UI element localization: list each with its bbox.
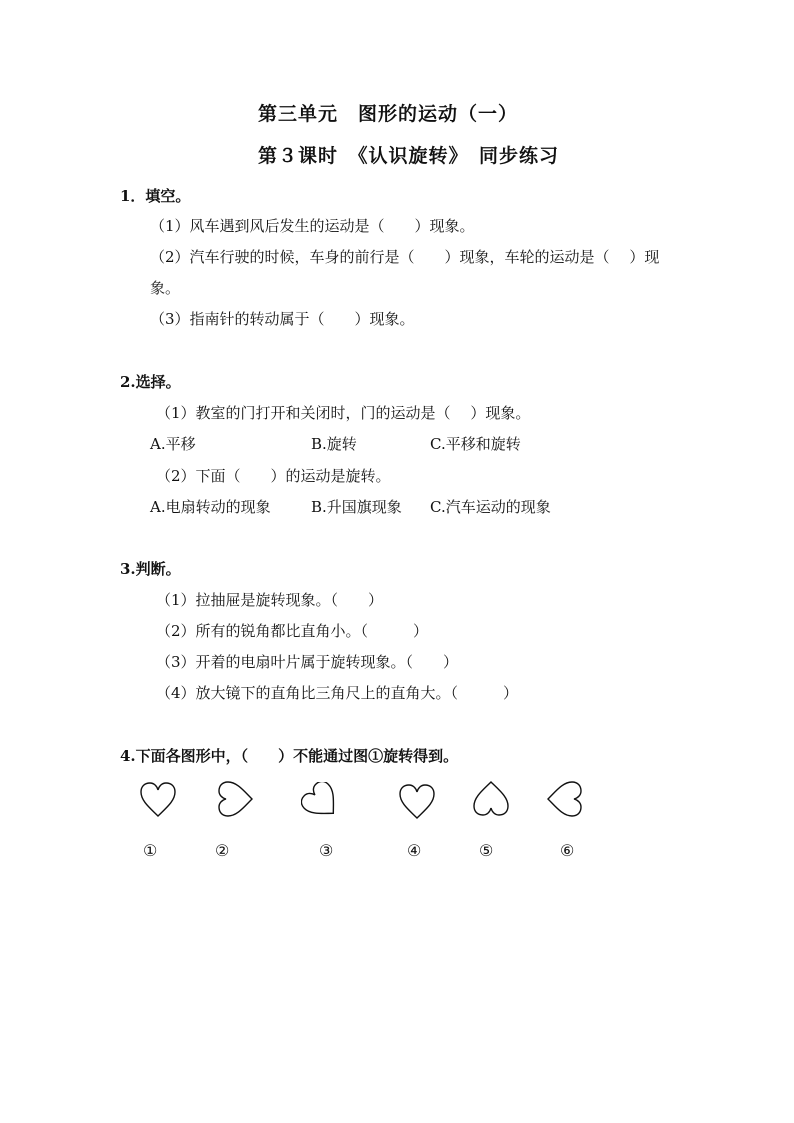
- q3-item-4: （4）放大镜下的直角比三角尺上的直角大。（ ）: [156, 684, 519, 702]
- page-subtitle: 第３课时 《认识旋转》 同步练习: [258, 145, 560, 167]
- q2-heading: 2.选择。: [120, 373, 181, 391]
- heart-icon: [397, 782, 437, 822]
- q3-item-2: （2）所有的锐角都比直角小。（ ）: [156, 622, 429, 640]
- q4-heading: 4.下面各图形中，（ ）不能通过图①旋转得到。: [120, 747, 459, 765]
- heart-icon: [138, 780, 178, 820]
- figure-label-1: ①: [143, 841, 158, 860]
- figure-label-2: ②: [215, 841, 230, 860]
- heart-icon: [301, 782, 343, 822]
- q1-item-3: （3）指南针的转动属于（ ）现象。: [150, 310, 415, 328]
- figure-label-6: ⑥: [560, 841, 575, 860]
- q2-sub2-option-a: A.电扇转动的现象: [150, 498, 271, 516]
- figure-label-4: ④: [407, 841, 422, 860]
- heart-icon: [471, 778, 511, 818]
- figure-label-3: ③: [319, 841, 334, 860]
- page-title: 第三单元 图形的运动（一）: [258, 103, 519, 125]
- figure-label-5: ⑤: [479, 841, 494, 860]
- heart-icon: [215, 779, 257, 819]
- q3-heading: 3.判断。: [120, 560, 181, 578]
- q3-item-1: （1）拉抽屉是旋转现象。（ ）: [156, 591, 384, 609]
- q2-sub2-option-c: C.汽车运动的现象: [430, 498, 551, 516]
- q2-sub1-option-b: B.旋转: [311, 435, 357, 453]
- q2-sub2: （2）下面（ ）的运动是旋转。: [156, 467, 391, 485]
- q2-sub1: （1）教室的门打开和关闭时，门的运动是（ ）现象。: [156, 404, 531, 422]
- q2-sub1-option-a: A.平移: [150, 435, 196, 453]
- q1-item-2: （2）汽车行驶的时候，车身的前行是（ ）现象，车轮的运动是（ ）现: [150, 248, 660, 266]
- q2-sub1-option-c: C.平移和旋转: [430, 435, 521, 453]
- q1-item-2-cont: 象。: [150, 279, 181, 297]
- q2-sub2-option-b: B.升国旗现象: [311, 498, 402, 516]
- heart-icon: [543, 779, 585, 819]
- q1-heading: 1．填空。: [120, 187, 191, 205]
- q3-item-3: （3）开着的电扇叶片属于旋转现象。（ ）: [156, 653, 459, 671]
- q1-item-1: （1）风车遇到风后发生的运动是（ ）现象。: [150, 217, 475, 235]
